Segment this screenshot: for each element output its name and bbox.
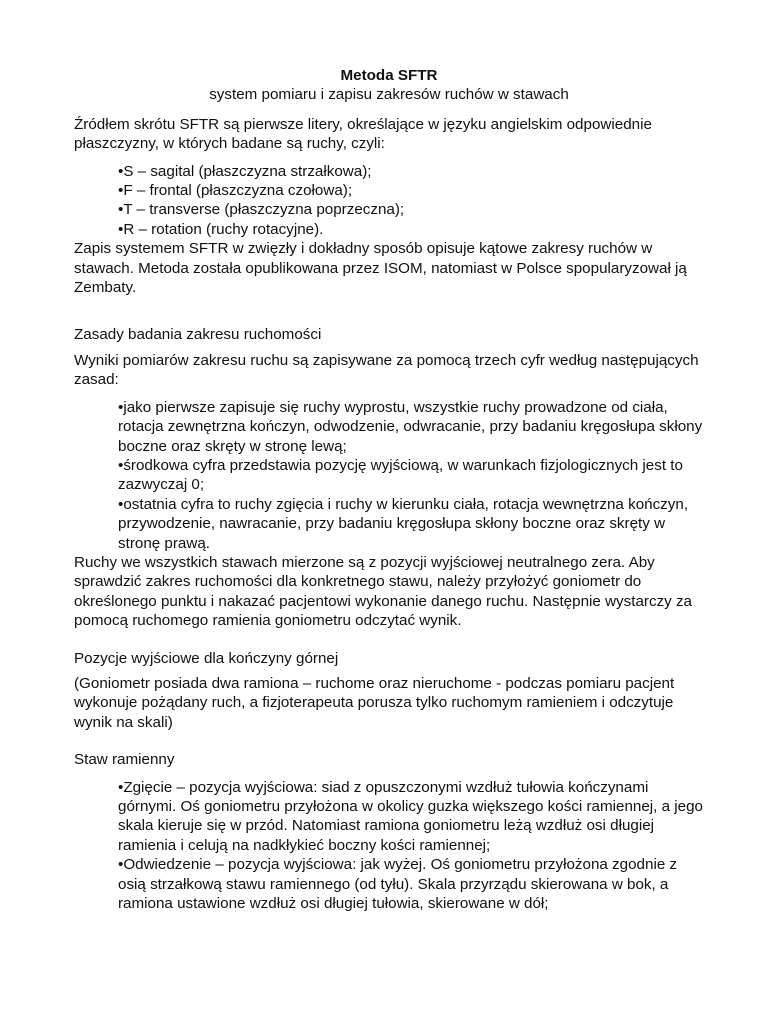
list-item: •S – sagital (płaszczyzna strzałkowa); bbox=[118, 162, 372, 180]
list-item: •Zgięcie – pozycja wyjściowa: siad z opuszczonymi wzdłuż tułowia kończynami górnymi. Oś goniometru przyłożona w okolicy guzka większego kości ramiennej, a jego skala kieruje się w przód. Natomiast ramiona goniometru leżą wzdłuż osi długiej ramienia i celują na nadkłykieć boczny kości ramiennej; bbox=[118, 778, 703, 854]
section-heading-shoulder: Staw ramienny bbox=[74, 751, 175, 769]
shoulder-list bbox=[74, 778, 704, 914]
list-item: •ostatnia cyfra to ruchy zgięcia i ruchy w kierunku ciała, rotacja wewnętrzna kończyn, przywodzenie, nawracanie, przy badaniu kręgosłupa skłony boczne oraz skręty w stronę prawą. bbox=[118, 495, 689, 552]
rules-list bbox=[74, 398, 704, 553]
rules-after-paragraph: Ruchy we wszystkich stawach mierzone są z pozycji wyjściowej neutralnego zera. Aby sprawdzić zakres ruchomości dla konkretnego stawu, należy przyłożyć goniometr do określonego punktu i nakazać pacjentowi wykonanie danego ruchu. Następnie wystarczy za pomocą ruchomego ramienia goniometru odczytać wynik. bbox=[74, 553, 692, 630]
list-item: •F – frontal (płaszczyzna czołowa); bbox=[118, 182, 353, 200]
goniometer-note: (Goniometr posiada dwa ramiona – ruchome oraz nieruchome - podczas pomiaru pacjent wykonuje pożądany ruch, a fizjoterapeuta porusza tylko ruchomym ramieniem i odczytuje wynik na skali) bbox=[74, 674, 675, 731]
document-subtitle: system pomiaru i zapisu zakresów ruchów w stawach bbox=[209, 86, 569, 104]
document-title: Metoda SFTR bbox=[340, 67, 438, 84]
list-item: •środkowa cyfra przedstawia pozycję wyjściową, w warunkach fizjologicznych jest to zazwyczaj 0; bbox=[118, 456, 683, 494]
list-item: •T – transverse (płaszczyzna poprzeczna); bbox=[118, 201, 405, 219]
list-item: •jako pierwsze zapisuje się ruchy wyprostu, wszystkie ruchy prowadzone od ciała, rotacja zewnętrzna kończyn, odwodzenie, odwracanie, przy badaniu kręgosłupa skłony boczne oraz skręty w stronę lewą; bbox=[118, 398, 703, 455]
intro-after-paragraph: Zapis systemem SFTR w zwięzły i dokładny sposób opisuje kątowe zakresy ruchów w stawach. Metoda została opublikowana przez ISOM, natomiast w Polsce spopularyzował ją Zembaty. bbox=[74, 240, 687, 297]
section-heading-upper-limb: Pozycje wyjściowe dla kończyny górnej bbox=[74, 649, 339, 667]
planes-list bbox=[74, 162, 704, 240]
rules-lead-paragraph: Wyniki pomiarów zakresu ruchu są zapisywane za pomocą trzech cyfr według następujących zasad: bbox=[74, 351, 699, 389]
list-item: •Odwiedzenie – pozycja wyjściowa: jak wyżej. Oś goniometru przyłożona zgodnie z osią strzałkową stawu ramiennego (od tyłu). Skala przyrządu skierowana w bok, a ramiona ustawione wzdłuż osi długiej tułowia, skierowane w dół; bbox=[118, 856, 678, 913]
document-page bbox=[74, 66, 704, 913]
intro-paragraph: Źródłem skrótu SFTR są pierwsze litery, określające w języku angielskim odpowiednie płaszczyzny, w których badane są ruchy, czyli: bbox=[74, 115, 652, 153]
section-heading-rules: Zasady badania zakresu ruchomości bbox=[74, 326, 322, 344]
list-item: •R – rotation (ruchy rotacyjne). bbox=[118, 220, 324, 238]
